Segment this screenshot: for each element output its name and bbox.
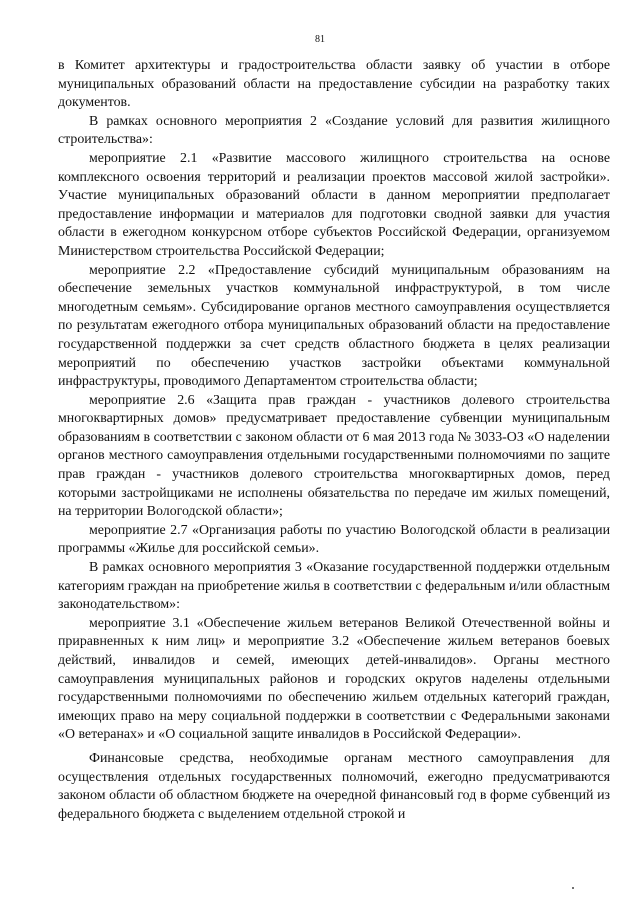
paragraph-activity-2-2: мероприятие 2.2 «Предоставление субсидий муниципальным образованиям на обеспечение земельных участков коммунальной инфраструктурой, в том числе многодетным семьям». Субсидирование органов местного самоуправления осуществляется по результатам ежегодного отбора муниципальных образований области на предоставление государственной поддержки за счет средств областного бюджета в целях реализации мероприятий по обеспечению участков застройки объектами коммунальной инфраструктуры, проводимого Департаментом строительства области; xyxy=(58,262,610,390)
document-body xyxy=(58,57,610,824)
paragraph-financing: Финансовые средства, необходимые органам местного самоуправления для осуществления отдельных государственных полномочий, ежегодно предусматриваются законом области об областном бюджете на очередной финансовый год в форме субвенций из федерального бюджета с выделением отдельной строкой и xyxy=(58,750,610,822)
paragraph-activity-2-6: мероприятие 2.6 «Защита прав граждан - участников долевого строительства многоквартирных домов» предусматривает предоставление субвенции муниципальным образованиям в соответствии с законом области от 6 мая 2013 года № 3033-ОЗ «О наделении органов местного самоуправления отдельными государственными полномочиями по защите прав граждан - участников долевого строительства многоквартирных домов, перед которыми застройщиками не исполнены обязательства по передаче им жилых помещений, на территории Вологодской области»; xyxy=(58,392,610,520)
page-number: 81 xyxy=(315,34,325,45)
paragraph-main-activity-3-intro: В рамках основного мероприятия 3 «Оказание государственной поддержки отдельным категориям граждан на приобретение жилья в соответствии с федеральным и/или областным законодательством»: xyxy=(58,560,610,613)
paragraph-main-activity-2-intro: В рамках основного мероприятия 2 «Создание условий для развития жилищного строительства»: xyxy=(58,113,610,148)
paragraph-activity-2-1: мероприятие 2.1 «Развитие массового жилищного строительства на основе комплексного освоения территорий и реализации проектов массовой жилой застройки». Участие муниципальных образований области в данном мероприятии предполагает предоставление информации и материалов для подготовки сводной заявки для участия области в ежегодном конкурсном отборе субъектов Российской Федерации, организуемом Министерством строительства Российской Федерации; xyxy=(58,150,610,259)
paragraph-activity-2-7: мероприятие 2.7 «Организация работы по участию Вологодской области в реализации программы «Жилье для российской семьи». xyxy=(58,522,610,557)
paragraph-activity-3-1-3-2: мероприятие 3.1 «Обеспечение жильем ветеранов Великой Отечественной войны и приравненных к ним лиц» и мероприятие 3.2 «Обеспечение жильем ветеранов боевых действий, инвалидов и семей, имеющих детей-инвалидов». Органы местного самоуправления муниципальных районов и городских округов наделены отдельными государственными полномочиями по обеспечению жильем отдельных категорий граждан, имеющих право на меру социальной поддержки в соответствии с Федеральными законами «О ветеранах» и «О социальной защите инвалидов в Российской Федерации». xyxy=(58,615,610,743)
scan-speck xyxy=(572,887,574,889)
paragraph-continuation: в Комитет архитектуры и градостроительства области заявку об участии в отборе муниципальных образований области на предоставление субсидии на разработку таких документов. xyxy=(58,58,610,111)
